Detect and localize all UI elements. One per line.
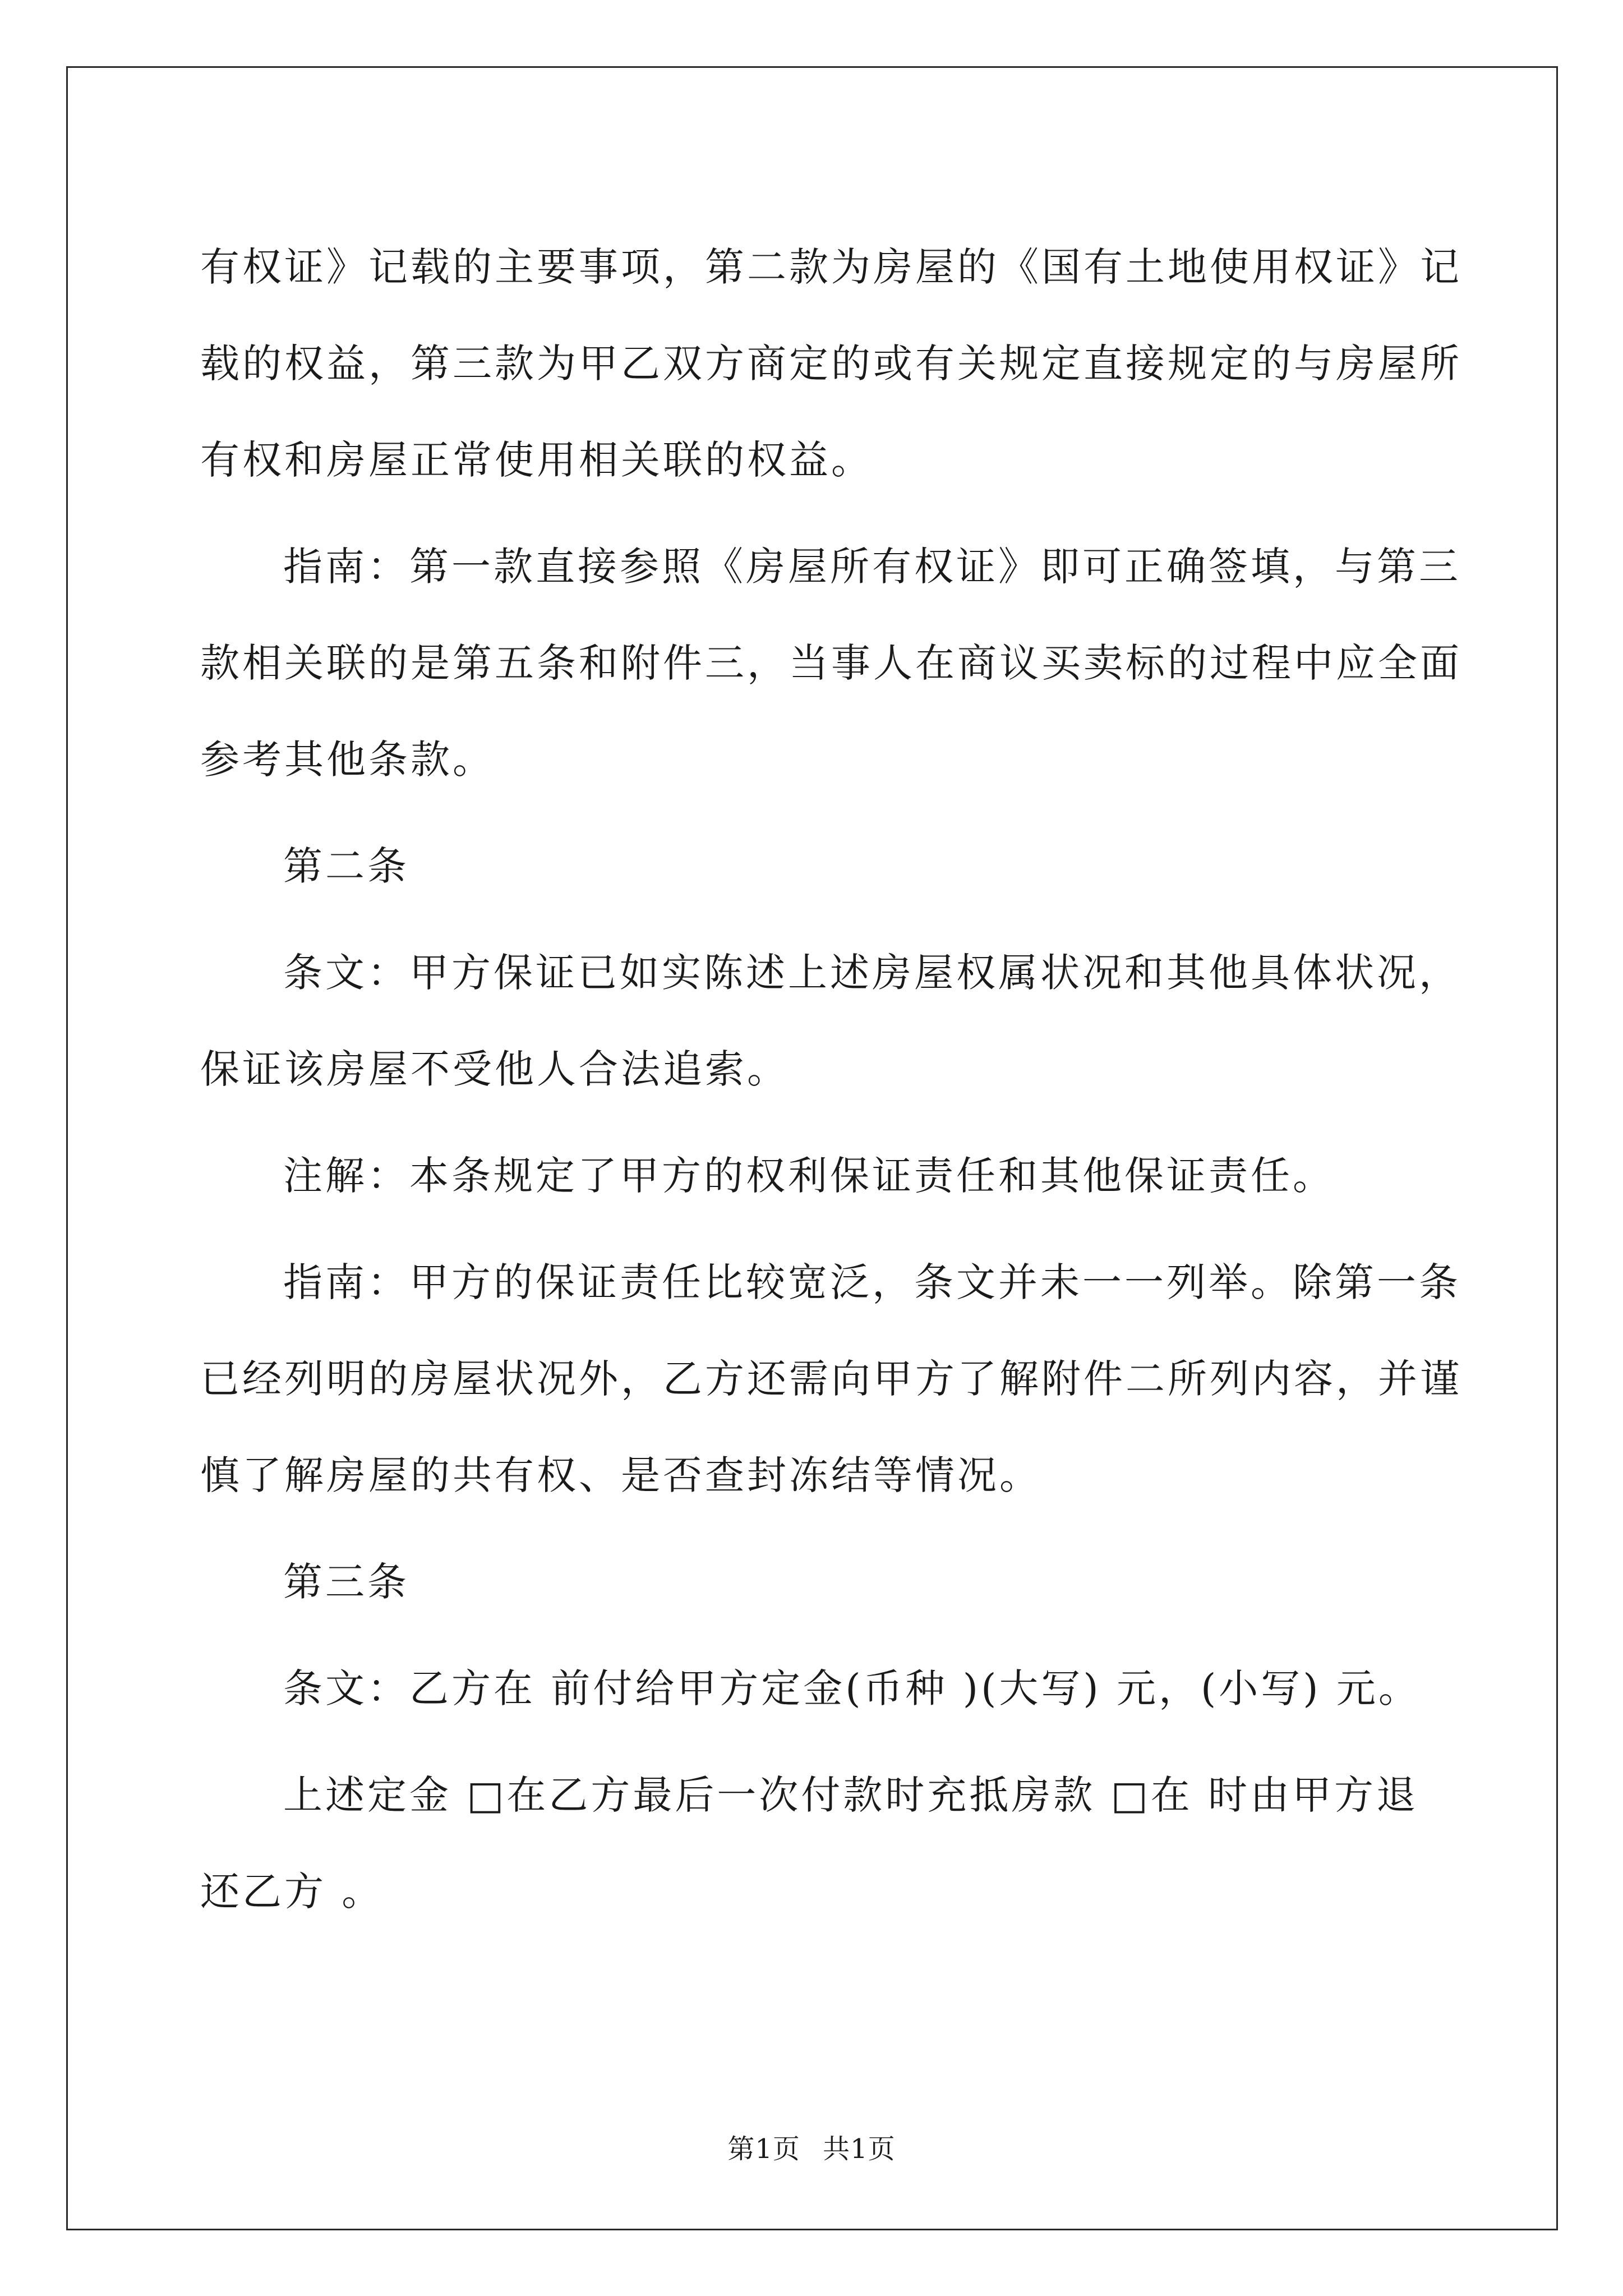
text-line: 有权证》记载的主要事项，第二款为房屋的《国有土地使用权证》记 xyxy=(200,244,1462,290)
page-total: 共1页 xyxy=(823,2133,896,2165)
paragraph-ownership-rights xyxy=(200,219,1462,508)
article-2-heading xyxy=(200,818,1430,914)
text-line: 还乙方 。 xyxy=(200,1869,384,1915)
paragraph-article-3-text xyxy=(200,1640,1430,1737)
paragraph-deposit-options xyxy=(200,1747,1430,1940)
text-line: 注解：本条规定了甲方的权利保证责任和其他保证责任。 xyxy=(283,1153,1335,1199)
text-line: 已经列明的房屋状况外，乙方还需向甲方了解附件二所列内容，并谨 xyxy=(200,1356,1462,1402)
text-line: 第三条 xyxy=(283,1559,409,1605)
page-number: 第1页 xyxy=(727,2133,800,2165)
text-line: 载的权益，第三款为甲乙双方商定的或有关规定直接规定的与房屋所 xyxy=(200,341,1462,386)
paragraph-article-2-guide xyxy=(200,1234,1462,1524)
text-line: 条文：甲方保证已如实陈述上述房屋权属状况和其他具体状况， xyxy=(283,950,1461,996)
text-line: 参考其他条款。 xyxy=(200,737,495,783)
text-line: 条文：乙方在 前付给甲方定金(币种 )(大写) 元，(小写) 元。 xyxy=(283,1665,1421,1711)
text-line: 款相关联的是第五条和附件三，当事人在商议买卖标的过程中应全面 xyxy=(200,640,1462,686)
paragraph-article-2-note xyxy=(200,1128,1430,1224)
paragraph-guide-article-1 xyxy=(200,518,1462,808)
page-footer xyxy=(0,2127,1623,2166)
paragraph-article-2-text xyxy=(200,924,1461,1117)
text-line: 第二条 xyxy=(283,843,409,889)
text-line: 有权和房屋正常使用相关联的权益。 xyxy=(200,437,873,483)
text-line: 指南：第一款直接参照《房屋所有权证》即可正确签填，与第三 xyxy=(283,544,1461,590)
text-line: 保证该房屋不受他人合法追索。 xyxy=(200,1046,789,1092)
document-body xyxy=(200,219,1462,1950)
text-line: 指南：甲方的保证责任比较宽泛，条文并未一一列举。除第一条 xyxy=(283,1259,1461,1305)
text-line: 慎了解房屋的共有权、是否查封冻结等情况。 xyxy=(200,1452,1041,1498)
text-line: 上述定金 □在乙方最后一次付款时充抵房款 □在 时由甲方退 xyxy=(283,1772,1419,1818)
article-3-heading xyxy=(200,1534,1430,1630)
